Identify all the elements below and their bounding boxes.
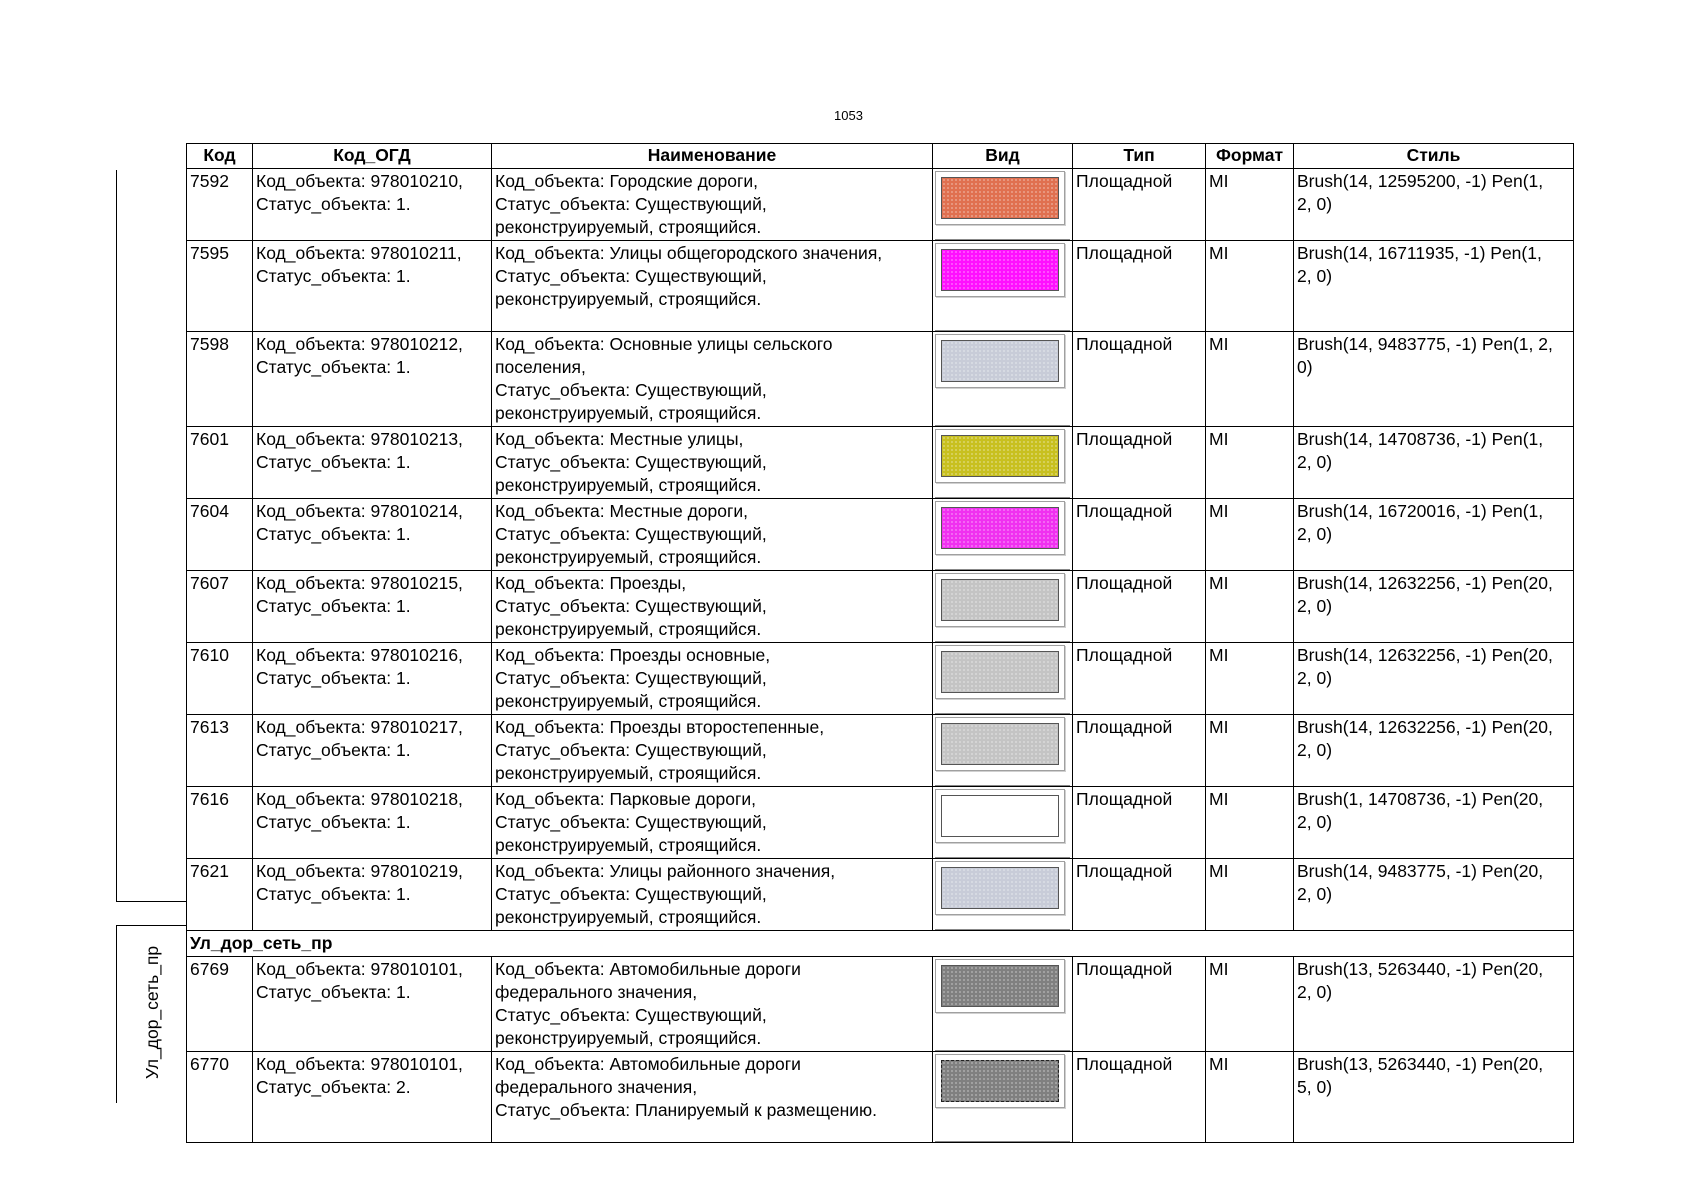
cell-view bbox=[933, 957, 1073, 1052]
style-line: 2, 0) bbox=[1297, 194, 1333, 214]
name-line: Статус_объекта: Существующий, bbox=[495, 452, 767, 472]
cell-name bbox=[492, 427, 933, 499]
name-line: реконструируемый, строящийся. bbox=[495, 835, 762, 855]
table-row bbox=[187, 169, 1574, 241]
cell-style bbox=[1294, 643, 1574, 715]
name-line: федерального значения, bbox=[495, 982, 698, 1002]
cell-format: MI bbox=[1206, 427, 1294, 499]
header-format: Формат bbox=[1206, 144, 1294, 169]
cell-name bbox=[492, 859, 933, 931]
cell-format: MI bbox=[1206, 787, 1294, 859]
style-line: Brush(14, 14708736, -1) Pen(1, bbox=[1297, 429, 1544, 449]
cell-name bbox=[492, 332, 933, 427]
header-row bbox=[187, 144, 1574, 169]
name-line: Код_объекта: Автомобильные дороги bbox=[495, 959, 801, 979]
style-line: 0) bbox=[1297, 357, 1313, 377]
cell-name bbox=[492, 715, 933, 787]
cell-type: Площадной bbox=[1073, 643, 1206, 715]
cell-ogd bbox=[253, 332, 492, 427]
cell-code: 7592 bbox=[187, 169, 253, 241]
cell-style bbox=[1294, 427, 1574, 499]
style-swatch bbox=[941, 579, 1059, 621]
cell-type: Площадной bbox=[1073, 1052, 1206, 1143]
style-swatch bbox=[941, 723, 1059, 765]
cell-ogd bbox=[253, 715, 492, 787]
cell-format: MI bbox=[1206, 859, 1294, 931]
style-line: Brush(14, 12632256, -1) Pen(20, bbox=[1297, 645, 1553, 665]
style-line: 2, 0) bbox=[1297, 596, 1333, 616]
cell-type: Площадной bbox=[1073, 427, 1206, 499]
table-row bbox=[187, 787, 1574, 859]
group-title: Ул_дор_сеть_пр bbox=[187, 931, 1574, 957]
ogd-line: Код_объекта: 978010216, bbox=[256, 645, 463, 665]
ogd-line: Код_объекта: 978010210, bbox=[256, 171, 463, 191]
style-line: 2, 0) bbox=[1297, 982, 1333, 1002]
style-line: Brush(14, 9483775, -1) Pen(20, bbox=[1297, 861, 1544, 881]
cell-ogd bbox=[253, 957, 492, 1052]
style-line: Brush(14, 12632256, -1) Pen(20, bbox=[1297, 573, 1553, 593]
style-swatch-frame bbox=[935, 429, 1065, 483]
cell-name bbox=[492, 1052, 933, 1143]
cell-name bbox=[492, 241, 933, 332]
ogd-line: Код_объекта: 978010212, bbox=[256, 334, 463, 354]
cell-type: Площадной bbox=[1073, 859, 1206, 931]
ogd-line: Код_объекта: 978010219, bbox=[256, 861, 463, 881]
cell-code: 7616 bbox=[187, 787, 253, 859]
style-line: Brush(14, 16720016, -1) Pen(1, bbox=[1297, 501, 1544, 521]
header-style: Стиль bbox=[1294, 144, 1574, 169]
cell-type: Площадной bbox=[1073, 787, 1206, 859]
cell-view bbox=[933, 571, 1073, 643]
name-line: Код_объекта: Улицы общегородского значения, bbox=[495, 243, 883, 263]
name-line: реконструируемый, строящийся. bbox=[495, 475, 762, 495]
ogd-line: Код_объекта: 978010215, bbox=[256, 573, 463, 593]
cell-format: MI bbox=[1206, 499, 1294, 571]
page-number: 1053 bbox=[834, 108, 863, 123]
table-row bbox=[187, 499, 1574, 571]
cell-code: 7607 bbox=[187, 571, 253, 643]
cell-type: Площадной bbox=[1073, 241, 1206, 332]
name-line: Статус_объекта: Существующий, bbox=[495, 1005, 767, 1025]
cell-code: 7601 bbox=[187, 427, 253, 499]
ogd-line: Статус_объекта: 2. bbox=[256, 1077, 411, 1097]
cell-format: MI bbox=[1206, 571, 1294, 643]
style-swatch bbox=[941, 435, 1059, 477]
name-line: Статус_объекта: Существующий, bbox=[495, 596, 767, 616]
ogd-line: Статус_объекта: 1. bbox=[256, 668, 411, 688]
name-line: Статус_объекта: Существующий, bbox=[495, 524, 767, 544]
cell-ogd bbox=[253, 643, 492, 715]
name-line: реконструируемый, строящийся. bbox=[495, 619, 762, 639]
cell-name bbox=[492, 499, 933, 571]
cell-style bbox=[1294, 957, 1574, 1052]
name-line: реконструируемый, строящийся. bbox=[495, 289, 762, 309]
ogd-line: Код_объекта: 978010211, bbox=[256, 243, 462, 263]
table-row bbox=[187, 332, 1574, 427]
cell-ogd bbox=[253, 169, 492, 241]
cell-view bbox=[933, 643, 1073, 715]
ogd-line: Статус_объекта: 1. bbox=[256, 524, 411, 544]
cell-format: MI bbox=[1206, 643, 1294, 715]
table-row bbox=[187, 957, 1574, 1052]
left-border-upper-cap bbox=[116, 901, 186, 902]
cell-style bbox=[1294, 715, 1574, 787]
cell-type: Площадной bbox=[1073, 957, 1206, 1052]
name-line: реконструируемый, строящийся. bbox=[495, 403, 762, 423]
header-code: Код bbox=[187, 144, 253, 169]
cell-ogd bbox=[253, 499, 492, 571]
name-line: Код_объекта: Местные дороги, bbox=[495, 501, 748, 521]
style-line: Brush(13, 5263440, -1) Pen(20, bbox=[1297, 959, 1544, 979]
header-type: Тип bbox=[1073, 144, 1206, 169]
cell-format: MI bbox=[1206, 332, 1294, 427]
name-line: реконструируемый, строящийся. bbox=[495, 691, 762, 711]
cell-ogd bbox=[253, 241, 492, 332]
style-line: 2, 0) bbox=[1297, 266, 1333, 286]
cell-format: MI bbox=[1206, 715, 1294, 787]
cell-format: MI bbox=[1206, 1052, 1294, 1143]
cell-style bbox=[1294, 571, 1574, 643]
style-swatch-frame bbox=[935, 171, 1065, 225]
name-line: Статус_объекта: Существующий, bbox=[495, 884, 767, 904]
table-row bbox=[187, 715, 1574, 787]
cell-style bbox=[1294, 859, 1574, 931]
table-row bbox=[187, 1052, 1574, 1143]
name-line: Статус_объекта: Существующий, bbox=[495, 266, 767, 286]
side-group-label: Ул_дор_сеть_пр bbox=[142, 945, 163, 1079]
cell-style bbox=[1294, 1052, 1574, 1143]
name-line: реконструируемый, строящийся. bbox=[495, 907, 762, 927]
style-line: Brush(13, 5263440, -1) Pen(20, bbox=[1297, 1054, 1544, 1074]
cell-name bbox=[492, 957, 933, 1052]
name-line: поселения, bbox=[495, 357, 586, 377]
cell-format: MI bbox=[1206, 241, 1294, 332]
cell-name bbox=[492, 169, 933, 241]
cell-type: Площадной bbox=[1073, 332, 1206, 427]
style-swatch-frame bbox=[935, 645, 1065, 699]
cell-view bbox=[933, 332, 1073, 427]
table-row bbox=[187, 427, 1574, 499]
cell-view bbox=[933, 427, 1073, 499]
cell-format: MI bbox=[1206, 957, 1294, 1052]
ogd-line: Код_объекта: 978010214, bbox=[256, 501, 463, 521]
style-swatch-frame bbox=[935, 1054, 1065, 1108]
cell-code: 7595 bbox=[187, 241, 253, 332]
header-name: Наименование bbox=[492, 144, 933, 169]
name-line: Код_объекта: Проезды, bbox=[495, 573, 687, 593]
cell-view bbox=[933, 499, 1073, 571]
name-line: реконструируемый, строящийся. bbox=[495, 217, 762, 237]
cell-code: 7613 bbox=[187, 715, 253, 787]
cell-type: Площадной bbox=[1073, 715, 1206, 787]
cell-view bbox=[933, 169, 1073, 241]
cell-style bbox=[1294, 169, 1574, 241]
style-swatch bbox=[941, 177, 1059, 219]
style-line: 5, 0) bbox=[1297, 1077, 1333, 1097]
cell-ogd bbox=[253, 787, 492, 859]
name-line: Статус_объекта: Существующий, bbox=[495, 380, 767, 400]
style-swatch bbox=[941, 795, 1059, 837]
style-line: Brush(14, 12632256, -1) Pen(20, bbox=[1297, 717, 1553, 737]
cell-format: MI bbox=[1206, 169, 1294, 241]
table-row bbox=[187, 643, 1574, 715]
style-swatch-frame bbox=[935, 243, 1065, 297]
style-line: Brush(1, 14708736, -1) Pen(20, bbox=[1297, 789, 1544, 809]
table-row bbox=[187, 241, 1574, 332]
style-line: 2, 0) bbox=[1297, 452, 1333, 472]
header-view: Вид bbox=[933, 144, 1073, 169]
style-swatch bbox=[941, 965, 1059, 1007]
style-swatch bbox=[941, 340, 1059, 382]
cell-code: 6769 bbox=[187, 957, 253, 1052]
cell-ogd bbox=[253, 427, 492, 499]
style-swatch-frame bbox=[935, 861, 1065, 915]
cell-name bbox=[492, 571, 933, 643]
ogd-line: Код_объекта: 978010213, bbox=[256, 429, 463, 449]
style-swatch-frame bbox=[935, 334, 1065, 388]
swatch-underline bbox=[935, 1141, 1070, 1142]
ogd-line: Код_объекта: 978010217, bbox=[256, 717, 463, 737]
style-swatch bbox=[941, 249, 1059, 291]
ogd-line: Код_объекта: 978010218, bbox=[256, 789, 463, 809]
style-swatch-frame bbox=[935, 959, 1065, 1013]
style-line: 2, 0) bbox=[1297, 524, 1333, 544]
swatch-underline bbox=[935, 929, 1070, 930]
ogd-line: Статус_объекта: 1. bbox=[256, 884, 411, 904]
name-line: Статус_объекта: Планируемый к размещению. bbox=[495, 1100, 877, 1120]
cell-ogd bbox=[253, 571, 492, 643]
ogd-line: Статус_объекта: 1. bbox=[256, 596, 411, 616]
cell-name bbox=[492, 643, 933, 715]
style-swatch bbox=[941, 651, 1059, 693]
style-line: Brush(14, 9483775, -1) Pen(1, 2, bbox=[1297, 334, 1553, 354]
legend-table bbox=[186, 143, 1574, 1143]
cell-view bbox=[933, 715, 1073, 787]
cell-type: Площадной bbox=[1073, 571, 1206, 643]
table-row bbox=[187, 571, 1574, 643]
cell-code: 7598 bbox=[187, 332, 253, 427]
cell-type: Площадной bbox=[1073, 169, 1206, 241]
name-line: Код_объекта: Основные улицы сельского bbox=[495, 334, 833, 354]
style-line: Brush(14, 12595200, -1) Pen(1, bbox=[1297, 171, 1544, 191]
ogd-line: Статус_объекта: 1. bbox=[256, 357, 411, 377]
cell-code: 7604 bbox=[187, 499, 253, 571]
header-ogd: Код_ОГД bbox=[253, 144, 492, 169]
name-line: Код_объекта: Проезды второстепенные, bbox=[495, 717, 825, 737]
style-swatch bbox=[941, 867, 1059, 909]
name-line: федерального значения, bbox=[495, 1077, 698, 1097]
name-line: Статус_объекта: Существующий, bbox=[495, 740, 767, 760]
style-swatch bbox=[941, 1060, 1059, 1102]
style-line: 2, 0) bbox=[1297, 812, 1333, 832]
name-line: Статус_объекта: Существующий, bbox=[495, 668, 767, 688]
group-header-row bbox=[187, 931, 1574, 957]
style-line: Brush(14, 16711935, -1) Pen(1, bbox=[1297, 243, 1542, 263]
ogd-line: Статус_объекта: 1. bbox=[256, 740, 411, 760]
left-border-lower bbox=[116, 925, 117, 1103]
left-border-upper bbox=[116, 170, 117, 902]
cell-type: Площадной bbox=[1073, 499, 1206, 571]
name-line: Код_объекта: Городские дороги, bbox=[495, 171, 758, 191]
ogd-line: Статус_объекта: 1. bbox=[256, 194, 411, 214]
style-line: 2, 0) bbox=[1297, 668, 1333, 688]
table-row bbox=[187, 859, 1574, 931]
name-line: Код_объекта: Проезды основные, bbox=[495, 645, 771, 665]
cell-code: 7621 bbox=[187, 859, 253, 931]
ogd-line: Код_объекта: 978010101, bbox=[256, 1054, 463, 1074]
ogd-line: Статус_объекта: 1. bbox=[256, 266, 411, 286]
cell-view bbox=[933, 241, 1073, 332]
cell-view bbox=[933, 787, 1073, 859]
ogd-line: Статус_объекта: 1. bbox=[256, 452, 411, 472]
cell-view bbox=[933, 1052, 1073, 1143]
style-swatch-frame bbox=[935, 789, 1065, 843]
style-swatch-frame bbox=[935, 573, 1065, 627]
cell-view bbox=[933, 859, 1073, 931]
ogd-line: Статус_объекта: 1. bbox=[256, 982, 411, 1002]
cell-code: 7610 bbox=[187, 643, 253, 715]
name-line: реконструируемый, строящийся. bbox=[495, 763, 762, 783]
cell-style bbox=[1294, 332, 1574, 427]
name-line: реконструируемый, строящийся. bbox=[495, 547, 762, 567]
cell-ogd bbox=[253, 859, 492, 931]
name-line: Код_объекта: Парковые дороги, bbox=[495, 789, 756, 809]
cell-code: 6770 bbox=[187, 1052, 253, 1143]
name-line: Код_объекта: Улицы районного значения, bbox=[495, 861, 836, 881]
name-line: реконструируемый, строящийся. bbox=[495, 1028, 762, 1048]
ogd-line: Статус_объекта: 1. bbox=[256, 812, 411, 832]
style-swatch-frame bbox=[935, 717, 1065, 771]
style-swatch-frame bbox=[935, 501, 1065, 555]
name-line: Статус_объекта: Существующий, bbox=[495, 812, 767, 832]
ogd-line: Код_объекта: 978010101, bbox=[256, 959, 463, 979]
style-line: 2, 0) bbox=[1297, 740, 1333, 760]
name-line: Статус_объекта: Существующий, bbox=[495, 194, 767, 214]
cell-style bbox=[1294, 241, 1574, 332]
cell-style bbox=[1294, 787, 1574, 859]
cell-ogd bbox=[253, 1052, 492, 1143]
cell-name bbox=[492, 787, 933, 859]
name-line: Код_объекта: Автомобильные дороги bbox=[495, 1054, 801, 1074]
name-line: Код_объекта: Местные улицы, bbox=[495, 429, 744, 449]
style-swatch bbox=[941, 507, 1059, 549]
style-line: 2, 0) bbox=[1297, 884, 1333, 904]
cell-style bbox=[1294, 499, 1574, 571]
